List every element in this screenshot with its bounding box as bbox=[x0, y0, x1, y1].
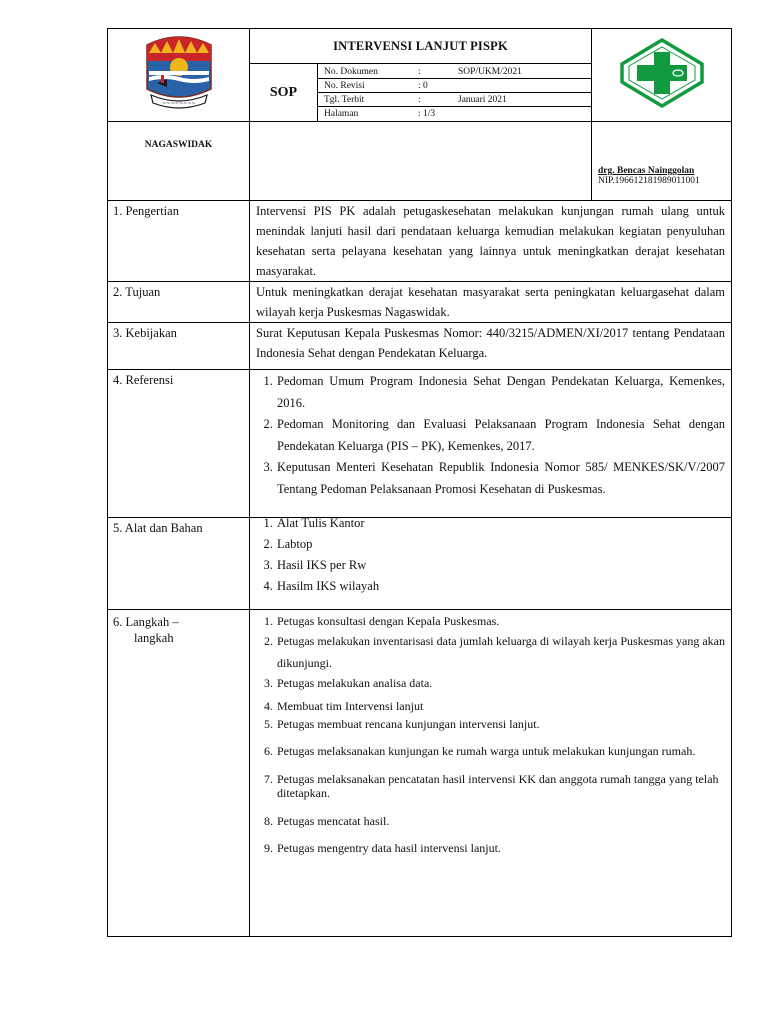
row-text: Intervensi PIS PK adalah petugaskesehatan melakukan kunjungan rumah ulang untuk menindak lanjuti hasil dari pendataan keluarga kemudian melakukan kegiatan penyuluhan kesehatan serta pelayana kesehatan yang lainnya untuk meningkatkan derajat kesehatan masyarakat. bbox=[250, 201, 732, 282]
info-value bbox=[452, 79, 591, 93]
info-key: No. Dokumen bbox=[318, 65, 418, 79]
list-item: 1. Alat Tulis Kantor bbox=[276, 513, 725, 534]
info-colon: : bbox=[418, 65, 452, 79]
document-info bbox=[318, 64, 592, 122]
row-label bbox=[108, 610, 250, 937]
list-item: 5. Petugas membuat rencana kunjungan intervensi lanjut. bbox=[276, 717, 725, 731]
list-item: 6. Petugas melaksanakan kunjungan ke rumah warga untuk melakukan kunjungan rumah. bbox=[276, 744, 725, 758]
row-text: Untuk meningkatkan derajat kesehatan masyarakat serta peningkatan keluargasehat dalam wilayah kerja Puskesmas Nagaswidak. bbox=[250, 282, 732, 323]
list-item: 3. Hasil IKS per Rw bbox=[276, 555, 725, 576]
row-text: Surat Keputusan Kepala Puskesmas Nomor: 440/3215/ADMEN/XI/2017 tentang Pendataan Indonesia Sehat dengan Pendekatan Keluarga. bbox=[250, 323, 732, 370]
info-key: No. Revisi bbox=[318, 79, 418, 93]
row-kebijakan bbox=[108, 323, 732, 370]
row-list bbox=[250, 518, 732, 610]
row-label: 5. Alat dan Bahan bbox=[108, 518, 250, 610]
row-label-line: 6. Langkah – bbox=[113, 615, 179, 629]
place-name: NAGASWIDAK bbox=[108, 122, 250, 201]
sop-header-table bbox=[107, 28, 732, 201]
list-item: 8. Petugas mencatat hasil. bbox=[276, 814, 725, 828]
info-key: Halaman bbox=[324, 108, 359, 119]
row-label-line: langkah bbox=[134, 630, 174, 645]
sop-document bbox=[107, 28, 731, 937]
list-item: 2. Labtop bbox=[276, 534, 725, 555]
regional-emblem-icon bbox=[139, 31, 219, 115]
info-colon: : 1/3 bbox=[418, 108, 436, 119]
row-label: 1. Pengertian bbox=[108, 201, 250, 282]
signer-nip: NIP.196612181989011001 bbox=[598, 176, 700, 186]
row-tujuan bbox=[108, 282, 732, 323]
blank-cell bbox=[250, 122, 592, 201]
list-item: 3. Petugas melakukan analisa data. bbox=[276, 676, 725, 690]
sop-body-table bbox=[107, 200, 732, 937]
info-key: Tgl. Terbit bbox=[318, 93, 418, 107]
row-label: 2. Tujuan bbox=[108, 282, 250, 323]
svg-text:~~~~~~~~: ~~~~~~~~ bbox=[161, 100, 196, 107]
row-label: 3. Kebijakan bbox=[108, 323, 250, 370]
info-row bbox=[318, 65, 591, 79]
regional-logo-cell bbox=[108, 29, 250, 122]
list-item: 7. Petugas melaksanakan pencatatan hasil intervensi KK dan anggota rumah tangga yang telah ditetapkan. bbox=[276, 772, 725, 800]
row-langkah bbox=[108, 610, 732, 937]
row-pengertian bbox=[108, 201, 732, 282]
list-item: 2. Pedoman Monitoring dan Evaluasi Pelaksanaan Program Indonesia Sehat dengan Pendekatan Keluarga (PIS – PK), Kemenkes, 2017. bbox=[276, 414, 725, 457]
row-list bbox=[250, 610, 732, 937]
info-value: Januari 2021 bbox=[452, 93, 591, 107]
info-row bbox=[318, 93, 591, 107]
row-label: 4. Referensi bbox=[108, 370, 250, 518]
puskesmas-logo-cell bbox=[592, 29, 732, 122]
list-item: 3. Keputusan Menteri Kesehatan Republik Indonesia Nomor 585/ MENKES/SK/V/2007 Tentang Pedoman Pelaksanaan Promosi Kesehatan di Puskesmas. bbox=[276, 457, 725, 500]
list-item: 9. Petugas mengentry data hasil intervensi lanjut. bbox=[276, 841, 725, 855]
list-item: 2. Petugas melakukan inventarisasi data jumlah keluarga di wilayah kerja Puskesmas yang akan dikunjungi. bbox=[276, 630, 725, 674]
sop-label: SOP bbox=[250, 64, 318, 122]
info-value bbox=[452, 107, 591, 121]
row-alat-bahan bbox=[108, 518, 732, 610]
row-referensi bbox=[108, 370, 732, 518]
puskesmas-logo-icon bbox=[620, 38, 704, 108]
list-item: 4. Membuat tim Intervensi lanjut bbox=[276, 699, 725, 713]
info-colon: : bbox=[418, 93, 452, 107]
info-colon: : 0 bbox=[418, 79, 452, 93]
info-value: SOP/UKM/2021 bbox=[452, 65, 591, 79]
list-item: 4. Hasilm IKS wilayah bbox=[276, 576, 725, 597]
signature-block bbox=[592, 122, 732, 201]
info-row bbox=[318, 107, 591, 121]
list-item: 1. Pedoman Umum Program Indonesia Sehat Dengan Pendekatan Keluarga, Kemenkes, 2016. bbox=[276, 371, 725, 414]
document-title: INTERVENSI LANJUT PISPK bbox=[250, 29, 592, 64]
info-row bbox=[318, 79, 591, 93]
list-item: 1. Petugas konsultasi dengan Kepala Puskesmas. bbox=[276, 614, 725, 628]
row-list bbox=[250, 370, 732, 518]
signer-name: drg. Bencas Nainggolan bbox=[598, 166, 695, 176]
